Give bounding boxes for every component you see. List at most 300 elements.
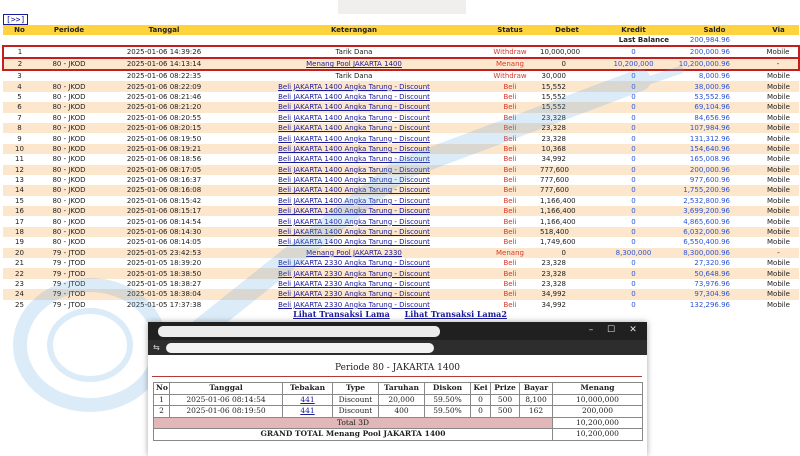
cell-ket xyxy=(226,123,482,133)
cell-kredit: 0 xyxy=(596,196,671,206)
detail-col-diskon: Diskon xyxy=(425,383,471,395)
cell-periode: 79 - JTOD xyxy=(36,248,102,258)
transaction-detail-link[interactable]: Beli JAKARTA 1400 Angka Tarung - Discount xyxy=(278,134,430,143)
cell-ket xyxy=(226,175,482,185)
cell-saldo: 6,032,000.96 xyxy=(671,227,758,237)
transaction-detail-link[interactable]: Beli JAKARTA 2330 Angka Tarung - Discount xyxy=(278,259,430,268)
detail-cell-bayar: 162 xyxy=(520,406,553,418)
cell-kredit: 8,300,000 xyxy=(596,248,671,258)
cell-periode: 80 - JKOD xyxy=(36,185,102,195)
cell-via: Mobile xyxy=(758,92,799,102)
guess-number-link[interactable]: 441 xyxy=(300,406,315,416)
table-row xyxy=(3,154,799,164)
cell-no: 23 xyxy=(3,279,36,289)
cell-kredit: 0 xyxy=(596,102,671,112)
table-row xyxy=(3,185,799,195)
cell-periode: 79 - JTOD xyxy=(36,279,102,289)
detail-cell-taruhan: 20,000 xyxy=(379,394,425,406)
detail-col-taruhan: Taruhan xyxy=(379,383,425,395)
cell-debet: 23,328 xyxy=(538,258,596,268)
cell-status: Beli xyxy=(482,216,538,226)
transaction-detail-link[interactable]: Beli JAKARTA 2330 Angka Tarung - Discount xyxy=(278,280,430,288)
total-row xyxy=(154,417,643,429)
last-balance-value: 200,984.96 xyxy=(671,35,758,46)
transaction-detail-link[interactable]: Beli JAKARTA 1400 Angka Tarung - Discount xyxy=(278,155,430,164)
detail-cell-tanggal: 2025-01-06 08:14:54 xyxy=(170,394,283,406)
cell-via: Mobile xyxy=(758,102,799,112)
cell-saldo: 131,312.96 xyxy=(671,133,758,143)
cell-tanggal: 2025-01-05 18:38:27 xyxy=(102,279,226,289)
cell-kredit: 0 xyxy=(596,206,671,216)
cell-status: Beli xyxy=(482,133,538,143)
cell-saldo: 165,008.96 xyxy=(671,154,758,164)
cell-tanggal: 2025-01-06 08:14:30 xyxy=(102,227,226,237)
cell-saldo: 2,532,800.96 xyxy=(671,196,758,206)
cell-kredit: 10,200,000 xyxy=(596,58,671,70)
cell-kredit: 0 xyxy=(596,70,671,81)
cell-via: Mobile xyxy=(758,206,799,216)
cell-via: Mobile xyxy=(758,144,799,154)
cell-periode: 79 - JTOD xyxy=(36,289,102,299)
cell-tanggal: 2025-01-06 08:20:55 xyxy=(102,113,226,123)
cell-kredit: 0 xyxy=(596,81,671,91)
cell-kredit: 0 xyxy=(596,289,671,299)
cell-periode: 79 - JTOD xyxy=(36,300,102,310)
table-row xyxy=(3,133,799,143)
cell-no: 22 xyxy=(3,268,36,278)
cell-periode: 80 - JKOD xyxy=(36,175,102,185)
total-value: 10,200,000 xyxy=(553,417,643,429)
cell-kredit: 0 xyxy=(596,300,671,310)
transaction-detail-link[interactable]: Beli JAKARTA 1400 Angka Tarung - Discount xyxy=(278,124,430,133)
cell-ket xyxy=(226,227,482,237)
cell-ket xyxy=(226,279,482,289)
transaction-detail-link[interactable]: Beli JAKARTA 2330 Angka Tarung - Discount xyxy=(278,300,430,309)
transaction-detail-link[interactable]: Beli JAKARTA 1400 Angka Tarung - Discount xyxy=(278,207,430,216)
cell-status: Menang xyxy=(482,248,538,258)
cell-periode: 80 - JKOD xyxy=(36,133,102,143)
cell-no: 7 xyxy=(3,113,36,123)
cell-periode: 80 - JKOD xyxy=(36,216,102,226)
cell-status: Beli xyxy=(482,102,538,112)
cell-saldo: 6,550,400.96 xyxy=(671,237,758,247)
cell-tanggal: 2025-01-06 08:19:21 xyxy=(102,144,226,154)
detail-col-prize: Prize xyxy=(491,383,520,395)
table-row xyxy=(3,196,799,206)
transaction-detail-link[interactable]: Beli JAKARTA 1400 Angka Tarung - Discount xyxy=(278,144,430,153)
cell-status: Beli xyxy=(482,185,538,195)
cell-via: Mobile xyxy=(758,81,799,91)
cell-debet: 30,000 xyxy=(538,70,596,81)
grand-total-label: GRAND TOTAL Menang Pool JAKARTA 1400 xyxy=(154,429,553,441)
table-row xyxy=(3,237,799,247)
cell-kredit: 0 xyxy=(596,154,671,164)
table-row xyxy=(3,70,799,81)
detail-cell-tanggal: 2025-01-06 08:19:50 xyxy=(170,406,283,418)
cell-tanggal: 2025-01-06 08:21:46 xyxy=(102,92,226,102)
cell-no: 1 xyxy=(3,46,36,58)
cell-tanggal: 2025-01-06 14:13:14 xyxy=(102,58,226,70)
address-bar[interactable] xyxy=(148,340,647,355)
cell-ket xyxy=(226,81,482,91)
cell-ket xyxy=(226,185,482,195)
cell-debet: 23,328 xyxy=(538,279,596,289)
cell-kredit: 0 xyxy=(596,144,671,154)
cell-via: Mobile xyxy=(758,268,799,278)
cell-saldo: 8,000.96 xyxy=(671,70,758,81)
cell-status: Menang xyxy=(482,58,538,70)
cell-no: 24 xyxy=(3,289,36,299)
cell-via: Mobile xyxy=(758,123,799,133)
cell-tanggal: 2025-01-06 08:22:35 xyxy=(102,70,226,81)
redacted-window-title xyxy=(158,326,440,337)
cell-debet: 15,552 xyxy=(538,92,596,102)
table-row xyxy=(3,206,799,216)
redacted-url xyxy=(166,343,434,353)
cell-ket: Tarik Dana xyxy=(226,70,482,81)
cell-debet: 23,328 xyxy=(538,133,596,143)
cell-status: Beli xyxy=(482,279,538,289)
table-row xyxy=(3,258,799,268)
cell-via: Mobile xyxy=(758,227,799,237)
old-transactions-link[interactable]: Lihat Transaksi Lama xyxy=(293,309,390,319)
cell-ket: Tarik Dana xyxy=(226,46,482,58)
cell-via: Mobile xyxy=(758,175,799,185)
detail-col-tanggal: Tanggal xyxy=(170,383,283,395)
cell-ket xyxy=(226,206,482,216)
cell-debet: 777,600 xyxy=(538,175,596,185)
table-row xyxy=(3,165,799,175)
table-row xyxy=(3,175,799,185)
cell-debet: 777,600 xyxy=(538,165,596,175)
guess-number-link[interactable]: 441 xyxy=(300,394,315,404)
window-titlebar[interactable] xyxy=(148,322,647,340)
cell-saldo: 154,640.96 xyxy=(671,144,758,154)
cell-via: Mobile xyxy=(758,113,799,123)
cell-debet: 15,552 xyxy=(538,81,596,91)
cell-tanggal: 2025-01-05 18:38:50 xyxy=(102,268,226,278)
cell-kredit: 0 xyxy=(596,279,671,289)
cell-periode: 80 - JKOD xyxy=(36,237,102,247)
grand-total-value: 10,200,000 xyxy=(553,429,643,441)
cell-kredit: 0 xyxy=(596,92,671,102)
transaction-detail-link[interactable]: Beli JAKARTA 1400 Angka Tarung - Discount xyxy=(278,113,430,122)
cell-via: Mobile xyxy=(758,300,799,310)
cell-periode: 80 - JKOD xyxy=(36,58,102,70)
transaction-detail-link[interactable]: Beli JAKARTA 1400 Angka Tarung - Discount xyxy=(278,217,430,226)
cell-kredit: 0 xyxy=(596,185,671,195)
col-header-via: Via xyxy=(758,25,799,35)
cell-ket xyxy=(226,102,482,112)
cell-ket xyxy=(226,196,482,206)
detail-cell-no: 1 xyxy=(154,394,170,406)
cell-periode: 79 - JTOD xyxy=(36,268,102,278)
total-label: Total 3D xyxy=(154,417,553,429)
cell-ket xyxy=(226,133,482,143)
cell-via: Mobile xyxy=(758,46,799,58)
cell-debet: 34,992 xyxy=(538,154,596,164)
history-links xyxy=(0,309,800,319)
transaction-detail-link[interactable]: Beli JAKARTA 1400 Angka Tarung - Discount xyxy=(278,82,430,91)
transaction-detail-link[interactable]: Beli JAKARTA 1400 Angka Tarung - Discount xyxy=(278,186,430,195)
cell-via: Mobile xyxy=(758,133,799,143)
cell-via: - xyxy=(758,248,799,258)
detail-row xyxy=(154,406,643,418)
cell-via: Mobile xyxy=(758,258,799,268)
col-header-tanggal: Tanggal xyxy=(102,25,226,35)
cell-no: 3 xyxy=(3,70,36,81)
cell-debet: 34,992 xyxy=(538,300,596,310)
transaction-detail-link[interactable]: Beli JAKARTA 2330 Angka Tarung - Discount xyxy=(278,269,430,278)
cell-no: 15 xyxy=(3,196,36,206)
cell-status: Withdraw xyxy=(482,46,538,58)
cell-via: - xyxy=(758,58,799,70)
cell-status: Beli xyxy=(482,300,538,310)
cell-debet: 0 xyxy=(538,58,596,70)
cell-status: Beli xyxy=(482,144,538,154)
transaction-detail-link[interactable]: Beli JAKARTA 1400 Angka Tarung - Discount xyxy=(278,238,430,247)
cell-saldo: 4,865,600.96 xyxy=(671,216,758,226)
cell-saldo: 200,000.96 xyxy=(671,46,758,58)
detail-header-row xyxy=(154,383,643,395)
cell-periode: 80 - JKOD xyxy=(36,154,102,164)
cell-tanggal: 2025-01-06 08:17:05 xyxy=(102,165,226,175)
table-row xyxy=(3,58,799,70)
detail-row xyxy=(154,394,643,406)
cell-saldo: 200,000.96 xyxy=(671,165,758,175)
cell-debet: 1,749,600 xyxy=(538,237,596,247)
detail-cell-taruhan: 400 xyxy=(379,406,425,418)
cell-ket xyxy=(226,92,482,102)
transaction-detail-link[interactable]: Beli JAKARTA 1400 Angka Tarung - Discount xyxy=(278,228,430,237)
detail-cell-prize: 500 xyxy=(491,394,520,406)
detail-cell-tebakan xyxy=(283,394,333,406)
cell-status: Beli xyxy=(482,154,538,164)
cell-via: Mobile xyxy=(758,289,799,299)
cell-debet: 23,328 xyxy=(538,268,596,278)
cell-saldo: 1,755,200.96 xyxy=(671,185,758,195)
table-row xyxy=(3,123,799,133)
detail-col-tebakan: Tebakan xyxy=(283,383,333,395)
cell-status: Beli xyxy=(482,268,538,278)
old-transactions-2-link[interactable]: Lihat Transaksi Lama2 xyxy=(404,309,507,319)
col-header-kredit: Kredit xyxy=(596,25,671,35)
transaction-table xyxy=(2,25,800,310)
table-row xyxy=(3,113,799,123)
cell-kredit: 0 xyxy=(596,237,671,247)
table-row xyxy=(3,102,799,112)
cell-periode xyxy=(36,46,102,58)
cell-status: Beli xyxy=(482,175,538,185)
table-row xyxy=(3,279,799,289)
cell-ket xyxy=(226,165,482,175)
table-row xyxy=(3,289,799,299)
cell-tanggal: 2025-01-05 17:37:38 xyxy=(102,300,226,310)
cell-via: Mobile xyxy=(758,70,799,81)
next-page-link[interactable]: [>>] xyxy=(3,14,28,25)
cell-tanggal: 2025-01-06 08:21:20 xyxy=(102,102,226,112)
cell-tanggal: 2025-01-06 08:14:05 xyxy=(102,237,226,247)
cell-via: Mobile xyxy=(758,279,799,289)
bet-detail-table xyxy=(153,382,643,441)
cell-no: 20 xyxy=(3,248,36,258)
cell-no: 21 xyxy=(3,258,36,268)
detail-col-menang: Menang xyxy=(553,383,643,395)
detail-cell-diskon: 59.50% xyxy=(425,394,471,406)
col-header-no: No xyxy=(3,25,36,35)
cell-debet: 0 xyxy=(538,248,596,258)
cell-periode: 80 - JKOD xyxy=(36,102,102,112)
detail-col-type: Type xyxy=(333,383,379,395)
cell-via: Mobile xyxy=(758,196,799,206)
detail-cell-menang: 200,000 xyxy=(553,406,643,418)
transaction-detail-link[interactable]: Menang Pool JAKARTA 1400 xyxy=(306,60,402,69)
cell-tanggal: 2025-01-06 14:39:26 xyxy=(102,46,226,58)
cell-debet: 518,400 xyxy=(538,227,596,237)
cell-via: Mobile xyxy=(758,185,799,195)
cell-saldo: 107,984.96 xyxy=(671,123,758,133)
cell-periode: 80 - JKOD xyxy=(36,196,102,206)
detail-cell-no: 2 xyxy=(154,406,170,418)
cell-status: Beli xyxy=(482,92,538,102)
cell-tanggal: 2025-01-06 08:22:09 xyxy=(102,81,226,91)
cell-no: 25 xyxy=(3,300,36,310)
cell-periode xyxy=(36,70,102,81)
transaction-detail-link[interactable]: Beli JAKARTA 1400 Angka Tarung - Discount xyxy=(278,92,430,101)
cell-saldo: 50,648.96 xyxy=(671,268,758,278)
cell-tanggal: 2025-01-06 08:14:54 xyxy=(102,216,226,226)
cell-no: 8 xyxy=(3,123,36,133)
close-icon[interactable]: ✕ xyxy=(629,325,637,335)
site-settings-icon[interactable]: ⇆ xyxy=(153,343,160,352)
table-row xyxy=(3,144,799,154)
cell-saldo: 10,200,000.96 xyxy=(671,58,758,70)
transaction-detail-link[interactable]: Menang Pool JAKARTA 2330 xyxy=(306,248,402,257)
cell-no: 6 xyxy=(3,102,36,112)
cell-periode: 80 - JKOD xyxy=(36,113,102,123)
table-row xyxy=(3,46,799,58)
cell-no: 16 xyxy=(3,206,36,216)
cell-debet: 1,166,400 xyxy=(538,196,596,206)
grand-total-row xyxy=(154,429,643,441)
cell-status: Beli xyxy=(482,206,538,216)
detail-cell-bayar: 8,100 xyxy=(520,394,553,406)
cell-no: 5 xyxy=(3,92,36,102)
cell-periode: 80 - JKOD xyxy=(36,92,102,102)
cell-ket xyxy=(226,268,482,278)
cell-debet: 10,000,000 xyxy=(538,46,596,58)
cell-no: 17 xyxy=(3,216,36,226)
detail-cell-prize: 500 xyxy=(491,406,520,418)
cell-tanggal: 2025-01-06 08:18:56 xyxy=(102,154,226,164)
cell-saldo: 53,552.96 xyxy=(671,92,758,102)
cell-periode: 80 - JKOD xyxy=(36,144,102,154)
cell-no: 2 xyxy=(3,58,36,70)
cell-saldo: 132,296.96 xyxy=(671,300,758,310)
cell-status: Beli xyxy=(482,258,538,268)
cell-periode: 80 - JKOD xyxy=(36,227,102,237)
cell-tanggal: 2025-01-06 08:15:42 xyxy=(102,196,226,206)
cell-saldo: 69,104.96 xyxy=(671,102,758,112)
cell-no: 4 xyxy=(3,81,36,91)
cell-kredit: 0 xyxy=(596,133,671,143)
cell-periode: 80 - JKOD xyxy=(36,165,102,175)
col-header-saldo: Saldo xyxy=(671,25,758,35)
cell-saldo: 27,320.96 xyxy=(671,258,758,268)
table-row xyxy=(3,81,799,91)
cell-no: 9 xyxy=(3,133,36,143)
minimize-icon[interactable]: – xyxy=(588,325,594,335)
cell-kredit: 0 xyxy=(596,268,671,278)
cell-saldo: 8,300,000.96 xyxy=(671,248,758,258)
maximize-icon[interactable]: ☐ xyxy=(606,325,616,335)
window-content xyxy=(148,355,647,456)
cell-status: Withdraw xyxy=(482,70,538,81)
cell-saldo: 977,600.96 xyxy=(671,175,758,185)
cell-ket xyxy=(226,258,482,268)
cell-via: Mobile xyxy=(758,237,799,247)
cell-via: Mobile xyxy=(758,154,799,164)
cell-debet: 1,166,400 xyxy=(538,216,596,226)
transaction-detail-link[interactable]: Beli JAKARTA 1400 Angka Tarung - Discount xyxy=(278,165,430,174)
cell-status: Beli xyxy=(482,113,538,123)
transaction-detail-link[interactable]: Beli JAKARTA 2330 Angka Tarung - Discount xyxy=(278,290,430,299)
cell-ket xyxy=(226,144,482,154)
cell-debet: 15,552 xyxy=(538,102,596,112)
cell-ket xyxy=(226,289,482,299)
cell-debet: 10,368 xyxy=(538,144,596,154)
cell-no: 18 xyxy=(3,227,36,237)
detail-cell-kei: 0 xyxy=(471,406,491,418)
cell-saldo: 97,304.96 xyxy=(671,289,758,299)
table-row xyxy=(3,216,799,226)
title-divider xyxy=(152,376,642,377)
cell-saldo: 3,699,200.96 xyxy=(671,206,758,216)
cell-kredit: 0 xyxy=(596,123,671,133)
cell-periode: 80 - JKOD xyxy=(36,206,102,216)
detail-cell-type: Discount xyxy=(333,406,379,418)
cell-via: Mobile xyxy=(758,165,799,175)
cell-tanggal: 2025-01-05 18:38:04 xyxy=(102,289,226,299)
cell-debet: 34,992 xyxy=(538,289,596,299)
transaction-detail-link[interactable]: Beli JAKARTA 1400 Angka Tarung - Discount xyxy=(278,196,430,205)
cell-no: 10 xyxy=(3,144,36,154)
detail-col-kei: Kei xyxy=(471,383,491,395)
last-balance-via xyxy=(758,35,799,46)
cell-saldo: 73,976.96 xyxy=(671,279,758,289)
cell-ket xyxy=(226,58,482,70)
cell-kredit: 0 xyxy=(596,46,671,58)
cell-no: 12 xyxy=(3,165,36,175)
cell-no: 19 xyxy=(3,237,36,247)
cell-periode: 79 - JTOD xyxy=(36,258,102,268)
cell-via: Mobile xyxy=(758,216,799,226)
cell-tanggal: 2025-01-06 08:16:37 xyxy=(102,175,226,185)
cell-status: Beli xyxy=(482,165,538,175)
detail-cell-diskon: 59.50% xyxy=(425,406,471,418)
table-row xyxy=(3,268,799,278)
transaction-detail-link[interactable]: Beli JAKARTA 1400 Angka Tarung - Discount xyxy=(278,176,430,185)
cell-tanggal: 2025-01-06 08:15:17 xyxy=(102,206,226,216)
col-header-debet: Debet xyxy=(538,25,596,35)
cell-kredit: 0 xyxy=(596,258,671,268)
cell-no: 13 xyxy=(3,175,36,185)
cell-periode: 80 - JKOD xyxy=(36,123,102,133)
redacted-banner xyxy=(338,0,466,14)
detail-col-no: No xyxy=(154,383,170,395)
last-balance-label: Last Balance xyxy=(3,35,671,46)
transaction-detail-link[interactable]: Beli JAKARTA 1400 Angka Tarung - Discount xyxy=(278,103,430,112)
